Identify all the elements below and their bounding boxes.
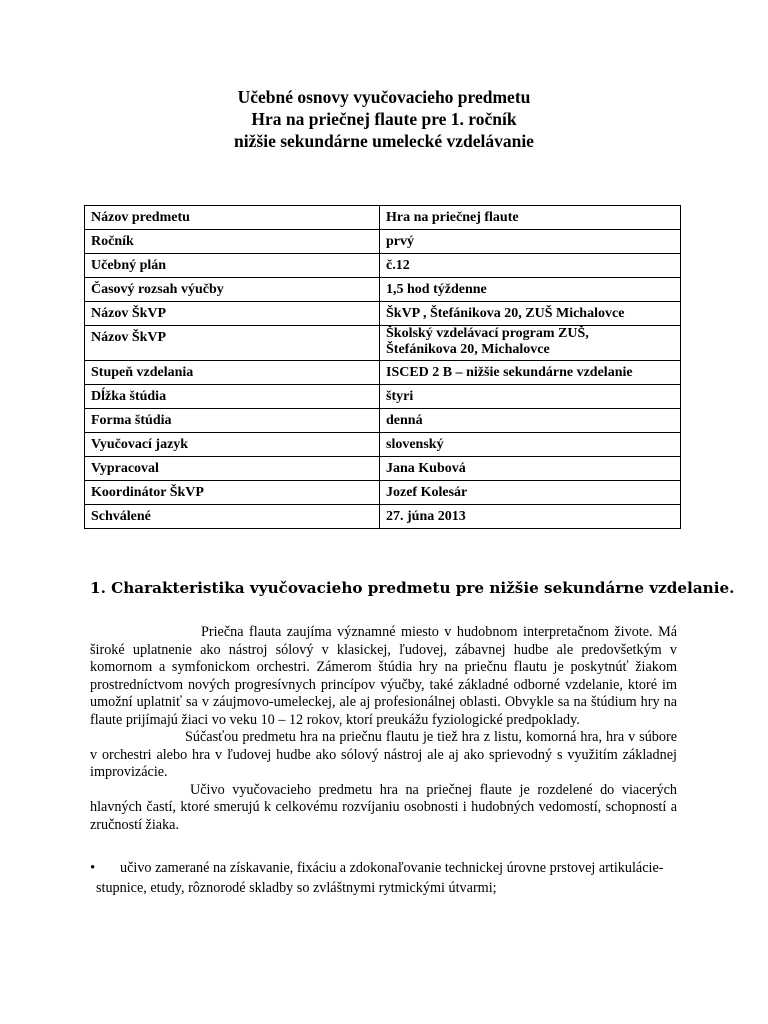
row-value: slovenský <box>380 433 681 457</box>
row-value: 27. júna 2013 <box>380 505 681 529</box>
row-value: č.12 <box>380 254 681 278</box>
table-row <box>85 385 681 409</box>
row-value-line: Štefánikova 20, Michalovce <box>386 342 550 357</box>
table-row <box>85 206 681 230</box>
subject-info-table <box>84 205 681 529</box>
row-value: denná <box>380 409 681 433</box>
row-value <box>380 326 681 361</box>
row-key: Vyučovací jazyk <box>85 433 380 457</box>
table-row <box>85 302 681 326</box>
paragraph: Učivo vyučovacieho predmetu hra na priečnej flaute je rozdelené do viacerých hlavných častí, ktoré smerujú k celkovému rozvíjaniu osobnosti i hudobných vedomostí, schopností a zručností žiaka. <box>90 781 677 833</box>
title-line-1: Učebné osnovy vyučovacieho predmetu <box>237 87 531 107</box>
row-key: Dĺžka štúdia <box>85 385 380 409</box>
table-row <box>85 409 681 433</box>
table-row <box>85 457 681 481</box>
row-value-line: Školský vzdelávací program ZUŠ, <box>386 326 589 341</box>
table-row <box>85 361 681 385</box>
row-value: Hra na priečnej flaute <box>380 206 681 230</box>
body-text <box>90 624 677 834</box>
row-key: Stupeň vzdelania <box>85 361 380 385</box>
table-row <box>85 326 681 361</box>
section-heading: 1. Charakteristika vyučovacieho predmetu pre nižšie sekundárne vzdelanie. <box>90 579 735 597</box>
bullet-icon: • <box>90 860 96 876</box>
table-row <box>85 505 681 529</box>
row-key: Učebný plán <box>85 254 380 278</box>
row-value: Jana Kubová <box>380 457 681 481</box>
bullet-list <box>90 858 680 898</box>
list-item <box>90 858 680 898</box>
row-key: Časový rozsah výučby <box>85 278 380 302</box>
row-key: Schválené <box>85 505 380 529</box>
row-key: Názov ŠkVP <box>85 302 380 326</box>
row-value: Jozef Kolesár <box>380 481 681 505</box>
row-value: štyri <box>380 385 681 409</box>
list-item-text: učivo zamerané na získavanie, fixáciu a zdokonaľovanie technickej úrovne prstovej artikulácie- stupnice, etudy, rôznorodé skladby so zvláštnymi rytmickými útvarmi; <box>96 860 664 896</box>
paragraph: Priečna flauta zaujíma významné miesto v hudobnom interpretačnom živote. Má široké uplatnenie ako nástroj sólový v klasickej, ľudovej, zábavnej hudbe ale predovšetkým v komornom a symfonickom orchestri. Zámerom štúdia hry na priečnu flautu je poskytnúť žiakom prostredníctvom nových progresívnych princípov výučby, také základné odborné vzdelanie, ktoré im umožní uplatniť sa v záujmovo-umeleckej, ale aj profesionálnej oblasti. Obvykle sa na štúdium hry na flaute prijímajú žiaci vo veku 10 – 12 rokov, ktorí preukážu fyziologické predpoklady. <box>90 624 677 728</box>
title-line-2: Hra na priečnej flaute pre 1. ročník <box>251 109 517 129</box>
table-row <box>85 481 681 505</box>
document-title <box>0 86 768 152</box>
row-key: Koordinátor ŠkVP <box>85 481 380 505</box>
table-row <box>85 254 681 278</box>
paragraph: Súčasťou predmetu hra na priečnu flautu je tiež hra z listu, komorná hra, hra v súbore v orchestri alebo hra v ľudovej hudbe ako sólový nástroj ale aj ako sprievodný s využitím základnej improvizácie. <box>90 729 677 780</box>
row-value: ŠkVP , Štefánikova 20, ZUŠ Michalovce <box>380 302 681 326</box>
row-key: Ročník <box>85 230 380 254</box>
row-value: ISCED 2 B – nižšie sekundárne vzdelanie <box>380 361 681 385</box>
table-row <box>85 278 681 302</box>
row-key: Názov ŠkVP <box>85 326 380 361</box>
row-value: 1,5 hod týždenne <box>380 278 681 302</box>
row-key: Názov predmetu <box>85 206 380 230</box>
row-value: prvý <box>380 230 681 254</box>
table-row <box>85 230 681 254</box>
row-key: Vypracoval <box>85 457 380 481</box>
table-row <box>85 433 681 457</box>
row-key: Forma štúdia <box>85 409 380 433</box>
title-line-3: nižšie sekundárne umelecké vzdelávanie <box>234 131 534 151</box>
